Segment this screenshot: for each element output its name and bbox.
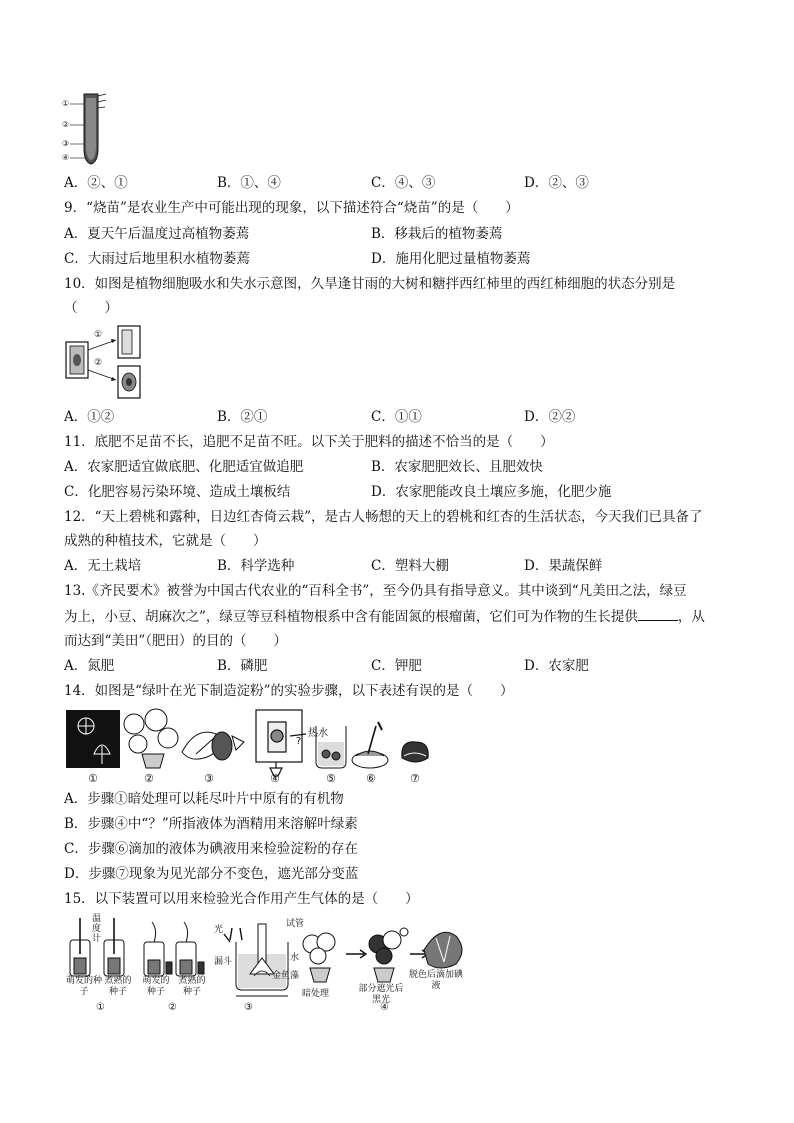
q10-option-a: A．①② <box>64 409 115 425</box>
q9-option-c: C．大雨过后地里积水植物萎蔫 <box>64 251 250 267</box>
q8-option-b: B．①、④ <box>217 175 281 191</box>
q12-stem-line1: 12．“天上碧桃和露种，日边红杏倚云栽”，是古人畅想的天上的碧桃和红杏的生活状态，今天我们已具备了 <box>64 509 703 525</box>
cell-label-2: ② <box>94 358 103 368</box>
q13-option-c: C．钾肥 <box>371 658 422 674</box>
q14-option-c: C．步骤⑥滴加的液体为碘液用来检验淀粉的存在 <box>64 841 358 857</box>
root-label-2: ② <box>62 120 70 129</box>
q8-option-a: A．②、① <box>64 175 128 191</box>
root-tip-figure <box>62 90 112 166</box>
boiled-seeds-label-2: 煮熟的种子 <box>178 976 206 997</box>
root-label-3: ③ <box>62 139 70 148</box>
q11-option-d: D．农家肥能改良土壤应多施，化肥少施 <box>371 484 612 500</box>
q12-option-b: B．科学选种 <box>217 558 295 574</box>
partial-shade-label: 部分遮光后黑光 <box>358 984 404 1005</box>
step-label-1: ① <box>88 772 98 785</box>
step-label-7: ⑦ <box>410 772 420 785</box>
apparatus-number-3: ③ <box>244 1002 253 1013</box>
q13-option-a: A．氮肥 <box>64 658 115 674</box>
root-label-4: ④ <box>62 153 70 162</box>
starch-experiment-figure <box>64 706 442 788</box>
q10-option-d: D．②② <box>524 409 576 425</box>
test-tube-label: 试管 <box>286 919 305 929</box>
q14-option-d: D．步骤⑦现象为见光部分不变色，遮光部分变蓝 <box>64 866 359 882</box>
q14-stem: 14．如图是“绿叶在光下制造淀粉”的实验步骤，以下表述有误的是（ ） <box>64 683 514 699</box>
q11-option-a: A．农家肥适宜做底肥、化肥适宜做追肥 <box>64 459 304 475</box>
q9-option-a: A．夏天午后温度过高植物萎蔫 <box>64 226 250 242</box>
q14-option-a: A．步骤①暗处理可以耗尽叶片中原有的有机物 <box>64 791 344 807</box>
q10-stem-line1: 10．如图是植物细胞吸水和失水示意图，久旱逢甘雨的大树和糖拌西红柿里的西红柿细胞的状态分别是 <box>64 276 676 292</box>
q13-stem-line2-text: 为上，小豆、胡麻次之”，绿豆等豆科植物根系中含有能固氮的根瘤菌，它们可为作物的生长提供 <box>64 609 638 625</box>
light-label: 光 <box>214 925 224 935</box>
photosynthesis-gas-figure <box>64 914 468 1018</box>
step-label-3: ③ <box>204 772 214 785</box>
q13-option-d: D．农家肥 <box>524 658 589 674</box>
funnel-label: 漏斗 <box>214 957 233 967</box>
step-label-2: ② <box>144 772 154 785</box>
apparatus-number-1: ① <box>96 1002 105 1013</box>
q13-stem-line2-tail: ，从 <box>677 609 705 625</box>
q9-option-b: B．移栽后的植物萎蔫 <box>371 226 503 242</box>
q12-option-c: C．塑料大棚 <box>371 558 449 574</box>
q13-option-b: B．磷肥 <box>217 658 268 674</box>
apparatus-number-2: ② <box>168 1002 177 1013</box>
water-label: 水 <box>290 953 300 963</box>
q9-option-d: D．施用化肥过量植物萎蔫 <box>371 251 531 267</box>
thermometer-label: 温度计 <box>92 914 102 944</box>
q10-stem-line2: （ ） <box>64 300 118 316</box>
q13-answer-blank[interactable] <box>638 607 678 621</box>
question-mark-label: ? <box>296 736 302 747</box>
dark-treatment-label: 暗处理 <box>302 989 330 999</box>
germinating-seeds-label-2: 萌发的种子 <box>142 976 170 997</box>
step-label-6: ⑥ <box>366 772 376 785</box>
q10-option-c: C．①① <box>371 409 422 425</box>
q12-option-a: A．无土栽培 <box>64 558 142 574</box>
q11-option-b: B．农家肥肥效长、且肥效快 <box>371 459 543 475</box>
q13-stem-line1: 13.《齐民要术》被誉为中国古代农业的“百科全书”，至今仍具有指导意义。其中谈到“凡美田之法，绿豆 <box>64 583 687 599</box>
q12-stem-line2: 成熟的种植技术，它就是（ ） <box>64 533 267 549</box>
q9-stem: 9．“烧苗”是农业生产中可能出现的现象，以下描述符合“烧苗”的是（ ） <box>64 200 519 216</box>
q8-option-d: D．②、③ <box>524 175 589 191</box>
hot-water-label: 热水 <box>308 728 328 739</box>
boiled-seeds-label-1: 煮熟的种子 <box>104 976 132 997</box>
q11-option-c: C．化肥容易污染环境、造成土壤板结 <box>64 484 291 500</box>
cell-figure <box>64 322 144 402</box>
q11-stem: 11．底肥不足苗不长，追肥不足苗不旺。以下关于肥料的描述不恰当的是（ ） <box>64 434 554 450</box>
q15-stem: 15．以下装置可以用来检验光合作用产生气体的是（ ） <box>64 891 419 907</box>
cell-label-1: ① <box>94 330 103 340</box>
step-label-4: ④ <box>270 772 280 785</box>
q8-option-c: C．④、③ <box>371 175 436 191</box>
germinating-seeds-label-1: 萌发的种子 <box>65 976 102 997</box>
q10-option-b: B．②① <box>217 409 268 425</box>
q13-stem-line3: 而达到“美田”（肥田）的目的（ ） <box>64 633 288 649</box>
q12-option-d: D．果蔬保鲜 <box>524 558 603 574</box>
step-label-5: ⑤ <box>326 772 336 785</box>
goldfish-weed-label: 金鱼藻 <box>272 971 300 981</box>
root-label-1: ① <box>62 99 70 108</box>
q14-option-b: B．步骤④中“？”所指液体为酒精用来溶解叶绿素 <box>64 816 358 832</box>
q13-stem-line2 <box>64 607 705 626</box>
apparatus-number-4: ④ <box>380 1002 389 1013</box>
decolor-label: 脱色后滴加碘液 <box>408 970 463 991</box>
